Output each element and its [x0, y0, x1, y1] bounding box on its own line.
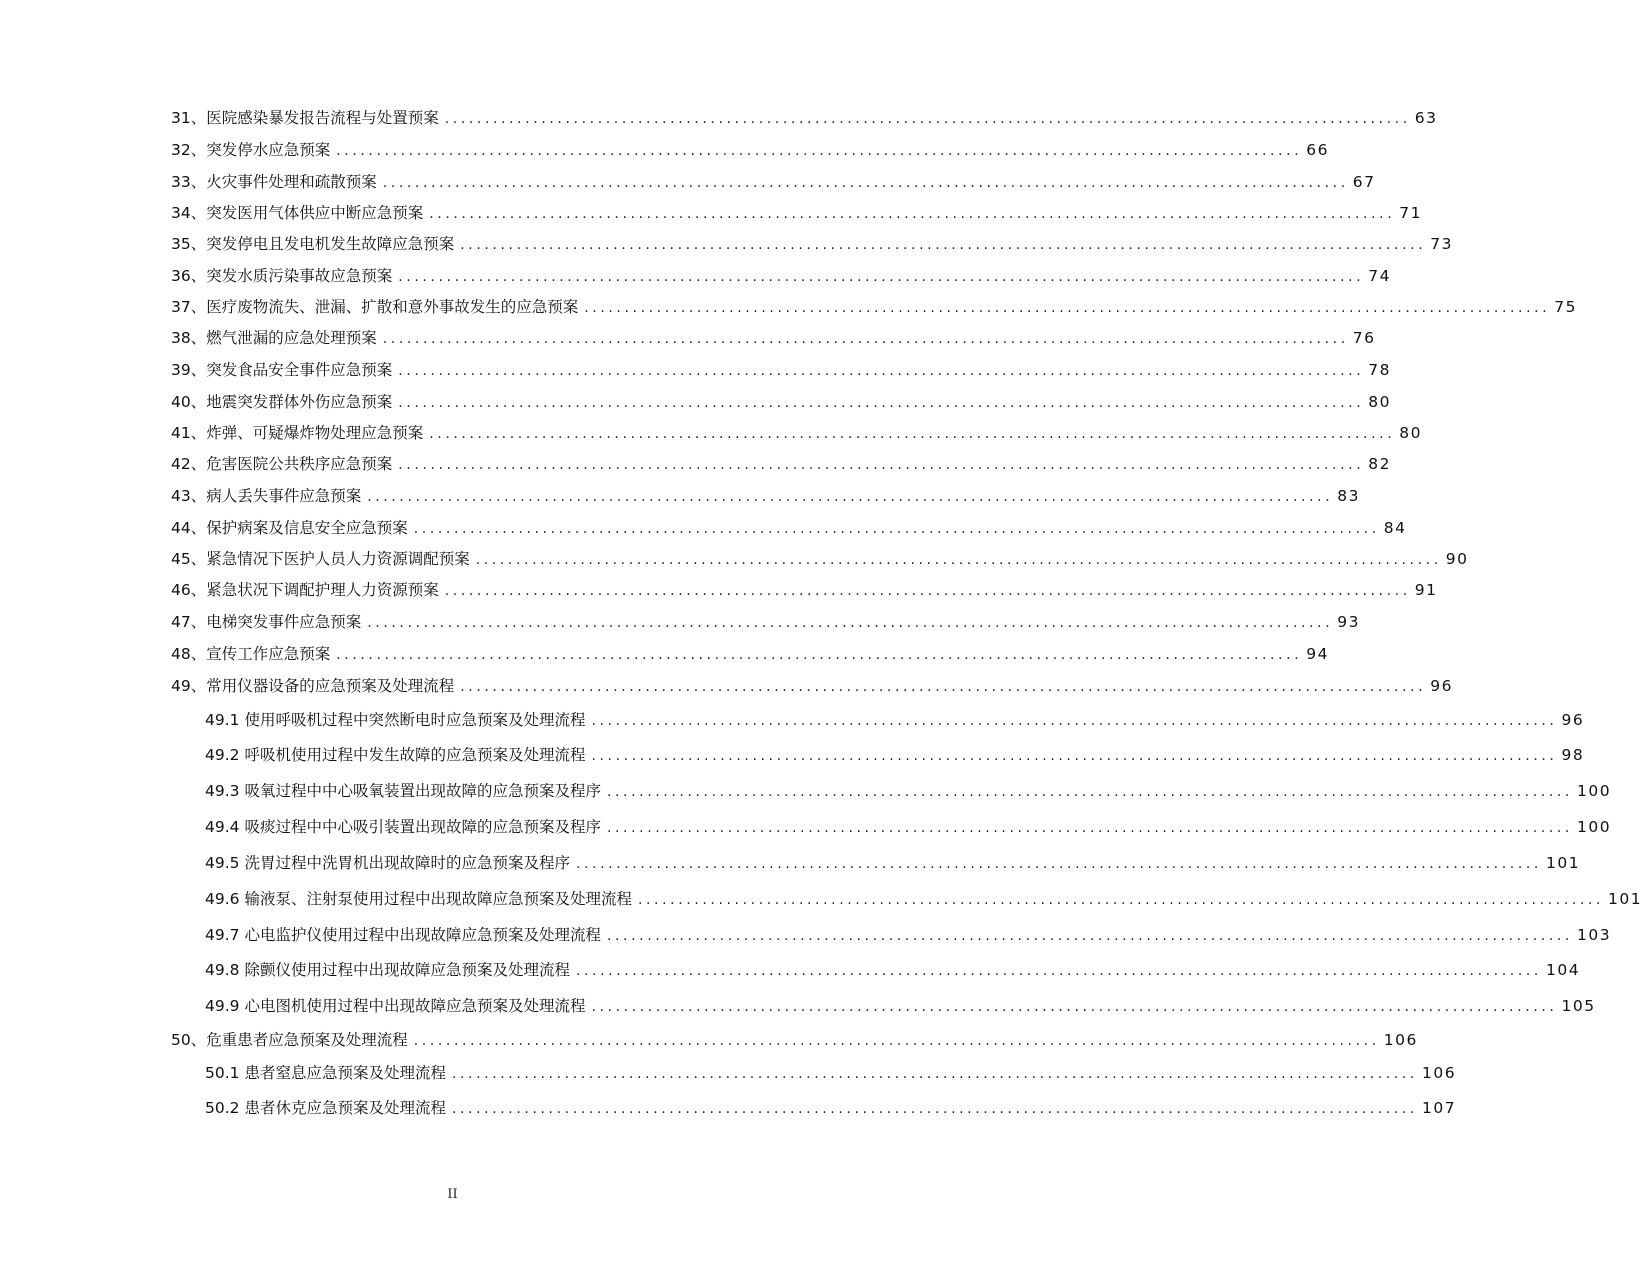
toc-entry-title: 38、燃气泄漏的应急处理预案: [171, 329, 377, 347]
toc-leader-dots: ........................................................................................................................: [429, 206, 1396, 222]
toc-leader-dots: ........................................................................................................................: [336, 143, 1303, 159]
toc-entry-page: 91: [1414, 581, 1438, 599]
toc-entry[interactable]: [171, 390, 1391, 414]
toc-leader-dots: ........................................................................................................................: [429, 426, 1396, 442]
toc-entry-page: 75: [1554, 298, 1577, 316]
toc-entry[interactable]: [171, 642, 1329, 666]
toc-entry[interactable]: [171, 326, 1376, 350]
toc-entry-page: 100: [1576, 818, 1612, 836]
toc-entry-title: 47、电梯突发事件应急预案: [171, 613, 362, 631]
toc-entry[interactable]: [171, 516, 1407, 540]
toc-leader-dots: ........................................................................................................................: [367, 615, 1334, 631]
toc-leader-dots: ........................................................................................................................: [475, 552, 1442, 568]
toc-entry[interactable]: [171, 232, 1453, 256]
toc-leader-dots: ........................................................................................................................: [336, 647, 1303, 663]
toc-entry-page: 73: [1430, 235, 1453, 253]
toc-entry-page: 66: [1306, 141, 1329, 159]
toc-leader-dots: ........................................................................................................................: [637, 892, 1604, 908]
toc-entry-page: 106: [1383, 1031, 1418, 1049]
toc-entry-title: 46、紧急状况下调配护理人力资源预案: [171, 581, 439, 599]
toc-entry[interactable]: [171, 295, 1577, 319]
toc-entry[interactable]: [171, 170, 1376, 194]
toc-entry-title: 34、突发医用气体供应中断应急预案: [171, 204, 424, 222]
toc-entry-title: 49.4 吸痰过程中中心吸引装置出现故障的应急预案及程序: [205, 818, 601, 836]
toc-subentry[interactable]: [205, 1096, 1457, 1120]
toc-entry-title: 39、突发食品安全事件应急预案: [171, 361, 393, 379]
toc-entry-title: 43、病人丢失事件应急预案: [171, 487, 362, 505]
toc-leader-dots: ........................................................................................................................: [606, 784, 1573, 800]
toc-entry-title: 49.6 输液泵、注射泵使用过程中出现故障应急预案及处理流程: [205, 890, 632, 908]
toc-subentry[interactable]: [205, 1061, 1457, 1085]
toc-entry-page: 67: [1352, 173, 1376, 191]
toc-entry-page: 83: [1337, 487, 1360, 505]
toc-entry-page: 94: [1306, 645, 1329, 663]
toc-entry-page: 80: [1368, 393, 1391, 411]
toc-entry-page: 76: [1352, 329, 1376, 347]
toc-entry-title: 49.2 呼吸机使用过程中发生故障的应急预案及处理流程: [205, 746, 586, 764]
toc-entry[interactable]: [171, 421, 1422, 445]
toc-subentry[interactable]: [205, 994, 1596, 1018]
toc-entry-title: 45、紧急情况下医护人员人力资源调配预案: [171, 550, 470, 568]
toc-entry-page: 93: [1337, 613, 1360, 631]
toc-entry-page: 104: [1545, 961, 1581, 979]
toc-entry-page: 82: [1368, 455, 1391, 473]
toc-entry-title: 50、危重患者应急预案及处理流程: [171, 1031, 408, 1049]
toc-leader-dots: ........................................................................................................................: [451, 1066, 1418, 1082]
toc-entry[interactable]: [171, 674, 1453, 698]
toc-subentry[interactable]: [205, 779, 1612, 803]
toc-subentry[interactable]: [205, 851, 1581, 875]
toc-entry-page: 100: [1576, 782, 1612, 800]
toc-entry-page: 105: [1561, 997, 1596, 1015]
toc-entry[interactable]: [171, 358, 1391, 382]
toc-entry-title: 41、炸弹、可疑爆炸物处理应急预案: [171, 424, 424, 442]
toc-entry[interactable]: [171, 484, 1360, 508]
toc-leader-dots: ........................................................................................................................: [606, 928, 1573, 944]
toc-entry[interactable]: [171, 138, 1329, 162]
toc-entry-page: 74: [1368, 267, 1391, 285]
toc-leader-dots: ........................................................................................................................: [460, 237, 1427, 253]
toc-entry-title: 50.2 患者休克应急预案及处理流程: [205, 1099, 446, 1117]
toc-entry-title: 40、地震突发群体外伤应急预案: [171, 393, 393, 411]
toc-leader-dots: ........................................................................................................................: [591, 999, 1558, 1015]
toc-leader-dots: ........................................................................................................................: [367, 489, 1334, 505]
toc-entry[interactable]: [171, 610, 1360, 634]
toc-leader-dots: ........................................................................................................................: [444, 111, 1411, 127]
toc-entry[interactable]: [171, 1028, 1418, 1052]
toc-entry-title: 31、医院感染暴发报告流程与处置预案: [171, 109, 439, 127]
page-number: II: [447, 1187, 458, 1202]
toc-entry-title: 32、突发停水应急预案: [171, 141, 331, 159]
toc-entry-title: 35、突发停电且发电机发生故障应急预案: [171, 235, 455, 253]
toc-entry-title: 50.1 患者窒息应急预案及处理流程: [205, 1064, 446, 1082]
toc-leader-dots: ........................................................................................................................: [591, 748, 1558, 764]
toc-leader-dots: ........................................................................................................................: [451, 1101, 1418, 1117]
toc-leader-dots: ........................................................................................................................: [606, 820, 1573, 836]
toc-subentry[interactable]: [205, 958, 1581, 982]
toc-entry-page: 96: [1430, 677, 1453, 695]
toc-entry-title: 49.3 吸氧过程中中心吸氧装置出现故障的应急预案及程序: [205, 782, 601, 800]
toc-entry-title: 37、医疗废物流失、泄漏、扩散和意外事故发生的应急预案: [171, 298, 579, 316]
toc-subentry[interactable]: [205, 743, 1585, 767]
toc-entry-page: 84: [1383, 519, 1407, 537]
toc-entry-page: 106: [1421, 1064, 1457, 1082]
toc-entry-title: 42、危害医院公共秩序应急预案: [171, 455, 393, 473]
toc-entry-title: 49、常用仪器设备的应急预案及处理流程: [171, 677, 455, 695]
toc-subentry[interactable]: [205, 923, 1612, 947]
toc-entry[interactable]: [171, 547, 1469, 571]
toc-entry-page: 98: [1561, 746, 1585, 764]
toc-entry-title: 44、保护病案及信息安全应急预案: [171, 519, 408, 537]
toc-leader-dots: ........................................................................................................................: [591, 713, 1558, 729]
toc-entry-title: 36、突发水质污染事故应急预案: [171, 267, 393, 285]
toc-leader-dots: ........................................................................................................................: [575, 856, 1542, 872]
toc-leader-dots: ........................................................................................................................: [398, 363, 1365, 379]
toc-entry-title: 49.5 洗胃过程中洗胃机出现故障时的应急预案及程序: [205, 854, 570, 872]
toc-entry-page: 78: [1368, 361, 1391, 379]
toc-leader-dots: ........................................................................................................................: [398, 457, 1365, 473]
toc-entry-page: 107: [1421, 1099, 1457, 1117]
toc-entry[interactable]: [171, 452, 1391, 476]
toc-leader-dots: ........................................................................................................................: [584, 300, 1551, 316]
toc-entry-title: 49.9 心电图机使用过程中出现故障应急预案及处理流程: [205, 997, 586, 1015]
toc-leader-dots: ........................................................................................................................: [382, 175, 1349, 191]
toc-entry-page: 101: [1607, 890, 1642, 908]
toc-leader-dots: ........................................................................................................................: [413, 521, 1380, 537]
toc-entry-title: 49.8 除颤仪使用过程中出现故障应急预案及处理流程: [205, 961, 570, 979]
toc-entry-page: 63: [1414, 109, 1438, 127]
toc-entry-title: 49.1 使用呼吸机过程中突然断电时应急预案及处理流程: [205, 711, 586, 729]
toc-entry-title: 49.7 心电监护仪使用过程中出现故障应急预案及处理流程: [205, 926, 601, 944]
toc-subentry[interactable]: [205, 708, 1585, 732]
toc-leader-dots: ........................................................................................................................: [575, 963, 1542, 979]
toc-leader-dots: ........................................................................................................................: [444, 583, 1411, 599]
toc-entry-page: 80: [1399, 424, 1422, 442]
toc-entry[interactable]: [171, 106, 1438, 130]
toc-leader-dots: ........................................................................................................................: [398, 395, 1365, 411]
toc-entry-page: 71: [1399, 204, 1422, 222]
toc-leader-dots: ........................................................................................................................: [413, 1033, 1380, 1049]
toc-entry[interactable]: [171, 201, 1422, 225]
toc-entry-page: 101: [1545, 854, 1581, 872]
toc-subentry[interactable]: [205, 887, 1642, 911]
toc-entry[interactable]: [171, 264, 1391, 288]
toc-leader-dots: ........................................................................................................................: [398, 269, 1365, 285]
toc-entry-page: 90: [1445, 550, 1469, 568]
toc-entry-page: 96: [1561, 711, 1585, 729]
toc-entry-title: 48、宣传工作应急预案: [171, 645, 331, 663]
toc-entry-page: 103: [1576, 926, 1612, 944]
toc-entry[interactable]: [171, 578, 1438, 602]
toc-entry-title: 33、火灾事件处理和疏散预案: [171, 173, 377, 191]
toc-subentry[interactable]: [205, 815, 1612, 839]
toc-leader-dots: ........................................................................................................................: [460, 679, 1427, 695]
toc-leader-dots: ........................................................................................................................: [382, 331, 1349, 347]
